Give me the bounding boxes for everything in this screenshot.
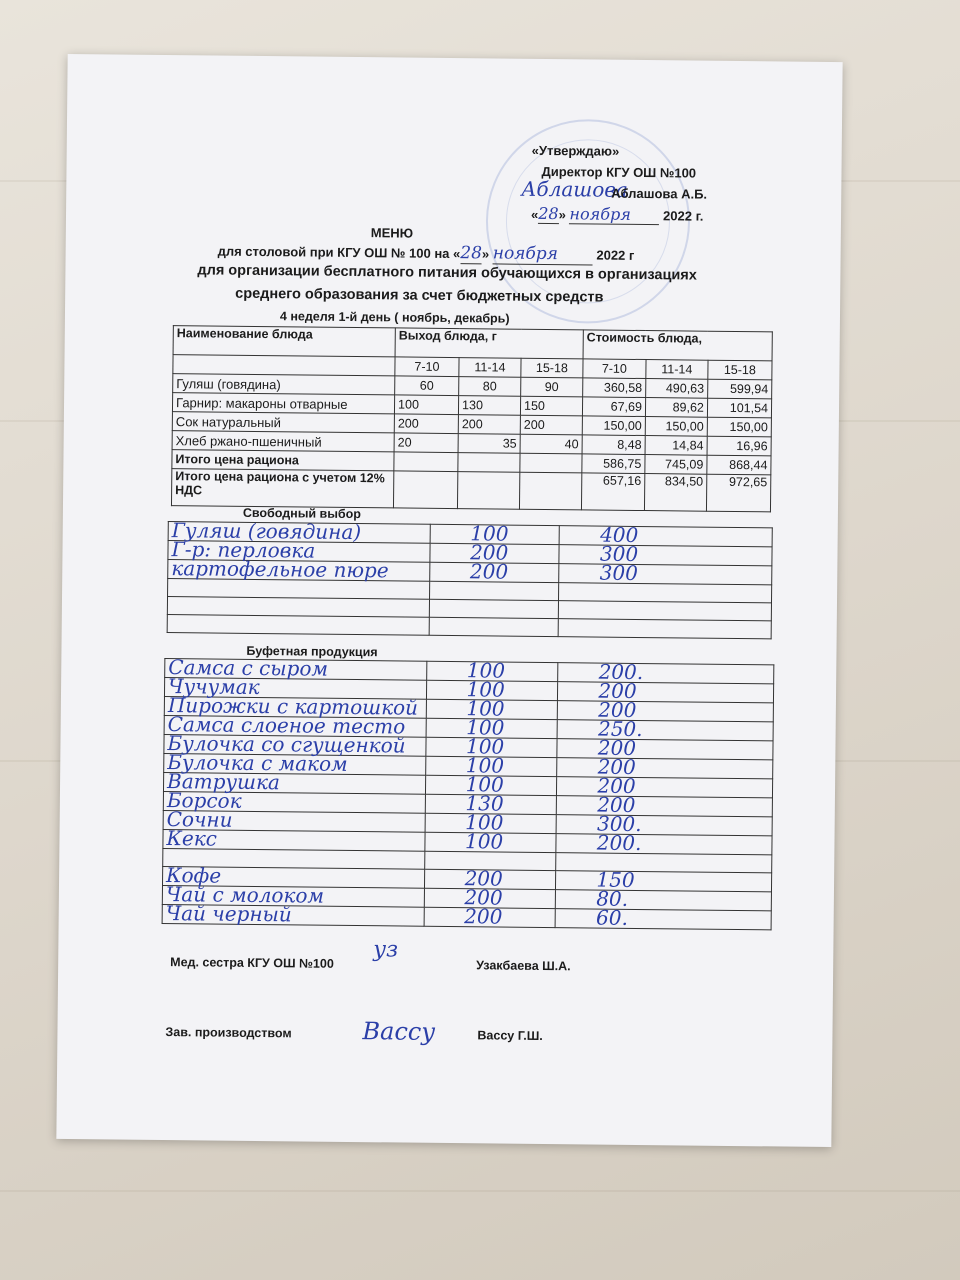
output-value: 130 (458, 396, 520, 416)
menu-week: 4 неделя 1-й день ( ноябрь, декабрь) (279, 309, 510, 326)
item-weight: 100 (470, 521, 509, 546)
item-price-cell (555, 905, 771, 930)
item-price-cell (556, 853, 772, 873)
item-weight: 200 (464, 885, 503, 910)
cost-value: 8,48 (582, 435, 645, 455)
approval-month: ноября (569, 204, 659, 225)
nurse-signature: уз (373, 937, 399, 963)
item-price-cell (559, 619, 772, 639)
output-value: 200 (394, 414, 458, 434)
col-cost-header: Стоимость блюда, (583, 330, 772, 361)
item-weight: 100 (466, 696, 505, 721)
cost-value: 14,84 (645, 436, 707, 456)
item-name-cell (168, 556, 430, 583)
item-name: Пирожки с картошкой (167, 693, 419, 720)
chief-label: Зав. производством (165, 1025, 292, 1041)
item-name: Кофе (165, 863, 222, 888)
free-choice-table (167, 518, 773, 639)
item-price-cell (558, 678, 774, 703)
total-value: 745,09 (645, 455, 707, 475)
total-vat-value: 834,50 (644, 474, 706, 512)
cost-value: 67,69 (582, 397, 645, 417)
item-weight-cell (429, 581, 559, 600)
menu-month: ноября (493, 243, 593, 265)
cost-value: 490,63 (646, 379, 708, 399)
item-price-cell (559, 583, 772, 603)
item-price-cell (559, 560, 772, 585)
menu-funding: среднего образования за счет бюджетных средств (235, 285, 604, 306)
output-value: 200 (520, 415, 582, 435)
chief-signature: Вассу (362, 1017, 436, 1046)
total-label: Итого цена рациона (172, 450, 394, 471)
cost-value: 150,00 (645, 417, 707, 437)
item-price-cell (557, 754, 773, 779)
buffet-table (162, 655, 775, 930)
approval-year: 2022 г. (663, 208, 704, 224)
menu-year: 2022 г (596, 247, 635, 263)
item-weight: 200 (469, 559, 509, 584)
item-weight-cell (429, 617, 559, 636)
menu-purpose: для организации бесплатного питания обучающихся в организациях (197, 262, 697, 284)
item-price: 300 (599, 541, 639, 566)
item-name-cell (163, 826, 425, 852)
item-name: Самса слоеное тесто (167, 712, 406, 739)
item-price-cell (560, 522, 773, 547)
item-name: Чучумак (167, 674, 260, 700)
item-price: 200. (598, 659, 644, 685)
item-name: Чай с молоком (165, 882, 325, 908)
director-name: Аблашова А.Б. (611, 185, 708, 202)
item-price-cell (556, 867, 772, 892)
col-output-header: Выход блюда, г (395, 328, 583, 359)
total-vat-label: Итого цена рациона с учетом 12% НДС (171, 469, 393, 508)
output-value: 90 (521, 377, 583, 397)
item-price-cell (557, 735, 773, 760)
item-weight-cell (429, 599, 559, 618)
item-price: 200. (596, 830, 642, 856)
item-name: Кекс (166, 826, 218, 851)
age-header: 11-14 (646, 360, 708, 380)
approval-title: «Утверждаю» (531, 142, 620, 159)
item-weight: 100 (464, 829, 504, 854)
item-name: Гуляш (говядина) (171, 518, 362, 545)
dish-name: Хлеб ржано-пшеничный (172, 431, 394, 452)
main-menu-table (171, 325, 773, 512)
item-price-cell (558, 659, 774, 685)
menu-day: 28 (460, 243, 483, 264)
free-choice-title: Свободный выбор (242, 505, 362, 522)
item-name: картофельное пюре (171, 556, 389, 583)
item-weight: 100 (466, 677, 505, 702)
cost-value: 599,94 (708, 379, 772, 399)
item-name: Булочка с маком (167, 750, 348, 776)
age-header: 11-14 (459, 358, 521, 378)
cost-value: 16,96 (707, 436, 771, 456)
item-price-cell (556, 830, 772, 856)
item-weight: 100 (465, 772, 504, 797)
director-signature: Аблашова (521, 176, 628, 202)
item-weight-cell (424, 904, 556, 929)
item-weight: 200 (470, 540, 509, 565)
nurse-label: Мед. сестра КГУ ОШ №100 (170, 955, 334, 971)
approval-day: 28 (538, 203, 559, 224)
item-weight-cell (429, 559, 559, 584)
item-name: Сочни (166, 807, 233, 832)
total-vat-value: 972,65 (706, 474, 770, 512)
output-value: 60 (395, 376, 459, 396)
item-price: 300 (599, 560, 639, 585)
item-price-cell (556, 886, 772, 911)
item-price: 200 (598, 678, 637, 703)
output-value: 150 (520, 396, 582, 416)
item-name: Г-р: перловка (171, 537, 316, 563)
chief-name: Вассу Г.Ш. (477, 1028, 543, 1044)
item-name: Самса с сыром (168, 655, 329, 681)
item-weight: 100 (466, 715, 505, 740)
age-header: 7-10 (583, 359, 646, 379)
item-name: Чай черный (165, 901, 292, 927)
item-weight: 100 (466, 658, 506, 683)
menu-title: МЕНЮ (370, 225, 414, 241)
total-value: 586,75 (582, 454, 645, 474)
item-price: 200 (597, 735, 637, 760)
menu-for-prefix: для столовой при КГУ ОШ № 100 на « (217, 243, 461, 262)
item-name-cell (167, 615, 429, 636)
item-price-cell (557, 792, 773, 817)
empty-cell (173, 355, 395, 376)
item-weight: 100 (465, 810, 504, 835)
item-weight: 100 (465, 753, 505, 778)
item-price-cell (559, 601, 772, 621)
age-header: 15-18 (708, 360, 772, 380)
item-price-cell (557, 773, 773, 798)
item-price-cell (557, 716, 773, 742)
approval-date: «28» ноября 2022 г. (530, 203, 704, 224)
output-value: 40 (520, 434, 582, 454)
output-value: 80 (459, 377, 521, 397)
item-price-cell (558, 697, 774, 722)
item-price-cell (559, 541, 772, 566)
cost-value: 89,62 (645, 398, 707, 418)
total-value: 868,44 (707, 455, 771, 475)
output-value: 200 (458, 415, 520, 435)
approval-director: Директор КГУ ОШ №100 (541, 163, 697, 181)
item-weight: 200 (464, 904, 503, 929)
menu-document (56, 54, 842, 1147)
item-price: 80. (596, 886, 629, 911)
output-value: 100 (394, 395, 458, 415)
item-weight-cell (424, 829, 556, 854)
dish-name: Гуляш (говядина) (173, 374, 395, 395)
item-price: 250. (597, 716, 643, 742)
menu-for-line: для столовой при КГУ ОШ № 100 на «28» ноября 2022 г (217, 243, 635, 265)
item-price: 200 (598, 697, 637, 722)
col-name-header: Наименование блюда (173, 326, 395, 357)
buffet-title: Буфетная продукция (246, 643, 378, 660)
cost-value: 150,00 (582, 416, 645, 436)
item-name: Булочка со сгущенкой (167, 731, 406, 758)
output-value: 35 (458, 434, 520, 454)
item-price: 150 (596, 867, 635, 892)
cost-value: 150,00 (707, 417, 771, 437)
output-value: 20 (394, 433, 458, 453)
item-price: 300. (596, 811, 642, 837)
cost-value: 360,58 (583, 378, 646, 398)
item-weight: 100 (465, 734, 505, 759)
cost-value: 101,54 (707, 398, 771, 418)
item-weight: 200 (464, 866, 503, 891)
item-price: 200 (597, 754, 636, 779)
item-price-cell (556, 811, 772, 837)
dish-name: Гарнир: макароны отварные (172, 393, 394, 414)
age-header: 15-18 (521, 358, 583, 378)
item-name: Ватрушка (166, 769, 281, 795)
item-weight: 130 (465, 791, 504, 816)
item-name: Борсок (166, 788, 242, 813)
item-price: 400 (600, 522, 639, 547)
item-price: 60. (595, 905, 629, 930)
nurse-name: Узакбаева Ш.А. (476, 958, 571, 974)
item-price: 200 (597, 773, 636, 798)
age-header: 7-10 (395, 357, 459, 377)
item-name-cell (162, 901, 424, 927)
item-price: 200 (597, 792, 636, 817)
dish-name: Сок натуральный (172, 412, 394, 433)
total-vat-value: 657,16 (581, 473, 644, 511)
